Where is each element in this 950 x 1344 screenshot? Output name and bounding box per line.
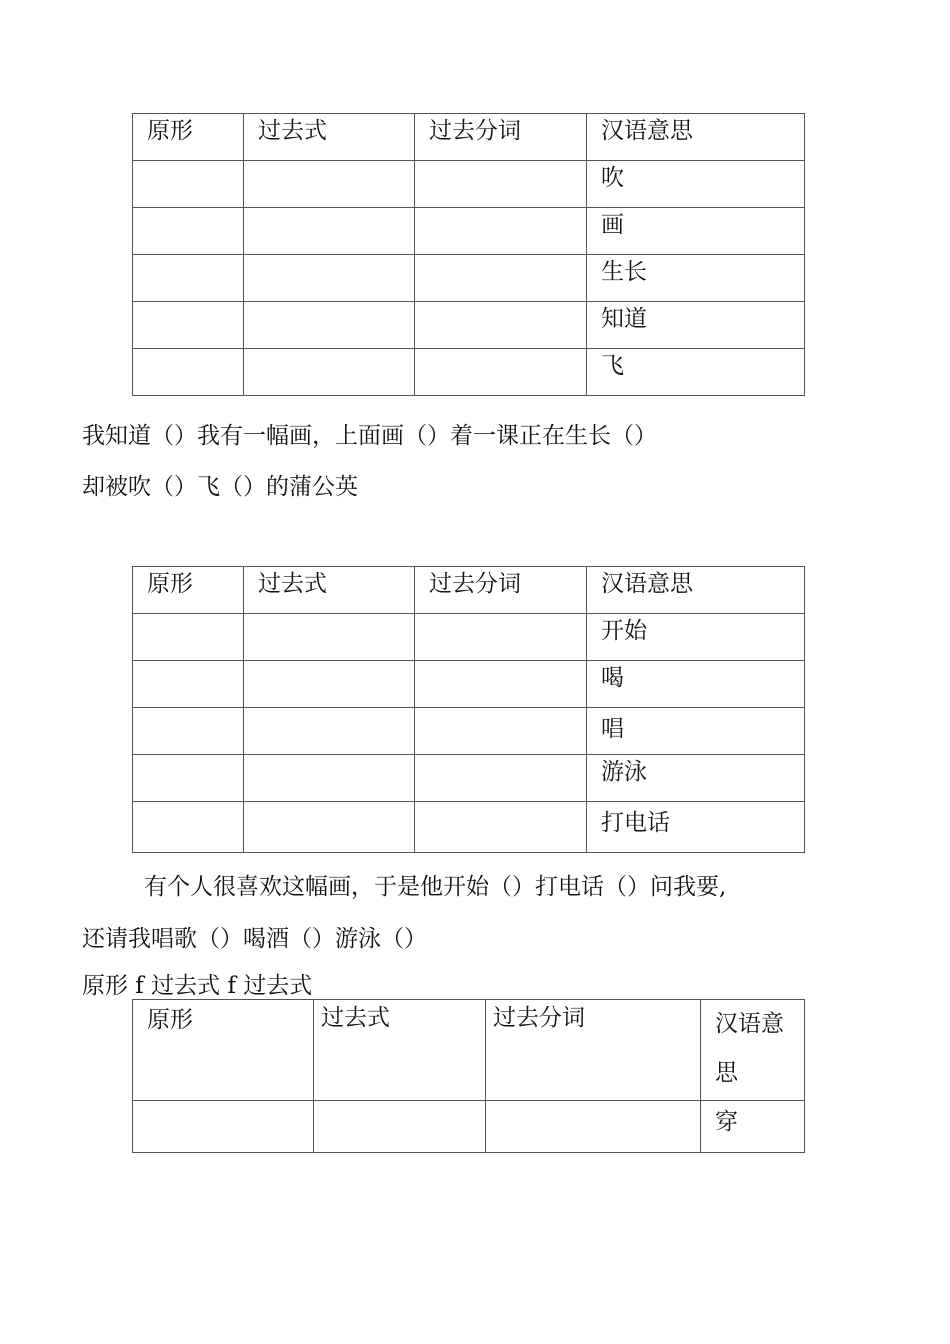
cell-past-tense[interactable] bbox=[244, 802, 415, 853]
header-chinese-meaning bbox=[701, 1000, 805, 1101]
story-2-line-1: 有个人很喜欢这幅画，于是他开始（）打电话（）问我要, bbox=[144, 874, 727, 900]
table-row bbox=[133, 708, 805, 755]
cell-past-participle[interactable] bbox=[415, 614, 587, 661]
table-row bbox=[133, 755, 805, 802]
cell-past-tense[interactable] bbox=[314, 1101, 486, 1153]
cell-past-participle[interactable] bbox=[415, 255, 587, 302]
cell-base-form[interactable] bbox=[133, 1101, 314, 1153]
cell-base-form[interactable] bbox=[133, 302, 244, 349]
table-row bbox=[133, 349, 805, 396]
table-row bbox=[133, 208, 805, 255]
header-base-form: 原形 bbox=[133, 1000, 314, 1101]
cell-past-tense[interactable] bbox=[244, 349, 415, 396]
header-meaning-line-2: 思 bbox=[715, 1060, 738, 1086]
header-meaning-line-1: 汉语意 bbox=[715, 1011, 784, 1037]
header-chinese-meaning: 汉语意思 bbox=[587, 114, 805, 161]
cell-past-tense[interactable] bbox=[244, 161, 415, 208]
cell-past-participle[interactable] bbox=[415, 349, 587, 396]
cell-past-tense[interactable] bbox=[244, 302, 415, 349]
cell-past-participle[interactable] bbox=[415, 302, 587, 349]
cell-base-form[interactable] bbox=[133, 349, 244, 396]
table-header-row bbox=[133, 1000, 805, 1101]
story-1-line-1: 我知道（）我有一幅画，上面画（）着一课正在生长（） bbox=[82, 423, 657, 449]
header-past-participle: 过去分词 bbox=[415, 114, 587, 161]
cell-meaning: 打电话 bbox=[587, 802, 805, 853]
cell-past-participle[interactable] bbox=[415, 208, 587, 255]
table-row bbox=[133, 1101, 805, 1153]
cell-base-form[interactable] bbox=[133, 661, 244, 708]
cell-base-form[interactable] bbox=[133, 755, 244, 802]
verb-table-1 bbox=[132, 113, 805, 396]
form-caption: 原形 f 过去式 f 过去式 bbox=[82, 973, 313, 999]
cell-base-form[interactable] bbox=[133, 708, 244, 755]
cell-past-participle[interactable] bbox=[415, 661, 587, 708]
cell-past-participle[interactable] bbox=[415, 755, 587, 802]
header-past-participle: 过去分词 bbox=[486, 1000, 701, 1101]
story-2-line-2: 还请我唱歌（）喝酒（）游泳（） bbox=[82, 926, 427, 952]
cell-meaning: 唱 bbox=[587, 708, 805, 755]
cell-past-participle[interactable] bbox=[415, 161, 587, 208]
cell-base-form[interactable] bbox=[133, 802, 244, 853]
table-row bbox=[133, 614, 805, 661]
table-row bbox=[133, 661, 805, 708]
cell-meaning: 穿 bbox=[701, 1101, 805, 1153]
table-row bbox=[133, 161, 805, 208]
header-base-form: 原形 bbox=[133, 114, 244, 161]
cell-past-tense[interactable] bbox=[244, 208, 415, 255]
cell-past-tense[interactable] bbox=[244, 255, 415, 302]
cell-past-participle[interactable] bbox=[486, 1101, 701, 1153]
cell-base-form[interactable] bbox=[133, 161, 244, 208]
table-row bbox=[133, 255, 805, 302]
cell-meaning: 吹 bbox=[587, 161, 805, 208]
cell-meaning: 生长 bbox=[587, 255, 805, 302]
table-row bbox=[133, 802, 805, 853]
header-past-tense: 过去式 bbox=[314, 1000, 486, 1101]
table-row bbox=[133, 302, 805, 349]
cell-past-tense[interactable] bbox=[244, 755, 415, 802]
verb-table-2 bbox=[132, 566, 805, 853]
cell-past-tense[interactable] bbox=[244, 708, 415, 755]
cell-meaning: 游泳 bbox=[587, 755, 805, 802]
cell-past-participle[interactable] bbox=[415, 802, 587, 853]
cell-meaning: 开始 bbox=[587, 614, 805, 661]
cell-meaning: 飞 bbox=[587, 349, 805, 396]
cell-base-form[interactable] bbox=[133, 255, 244, 302]
cell-meaning: 画 bbox=[587, 208, 805, 255]
table-header-row bbox=[133, 114, 805, 161]
cell-past-tense[interactable] bbox=[244, 661, 415, 708]
header-past-participle: 过去分词 bbox=[415, 567, 587, 614]
cell-past-tense[interactable] bbox=[244, 614, 415, 661]
cell-meaning: 知道 bbox=[587, 302, 805, 349]
table-header-row bbox=[133, 567, 805, 614]
cell-past-participle[interactable] bbox=[415, 708, 587, 755]
header-chinese-meaning: 汉语意思 bbox=[587, 567, 805, 614]
verb-table-3 bbox=[132, 999, 805, 1153]
header-base-form: 原形 bbox=[133, 567, 244, 614]
story-1-line-2: 却被吹（）飞（）的蒲公英 bbox=[82, 474, 358, 500]
header-past-tense: 过去式 bbox=[244, 567, 415, 614]
cell-meaning: 喝 bbox=[587, 661, 805, 708]
cell-base-form[interactable] bbox=[133, 614, 244, 661]
cell-base-form[interactable] bbox=[133, 208, 244, 255]
header-past-tense: 过去式 bbox=[244, 114, 415, 161]
